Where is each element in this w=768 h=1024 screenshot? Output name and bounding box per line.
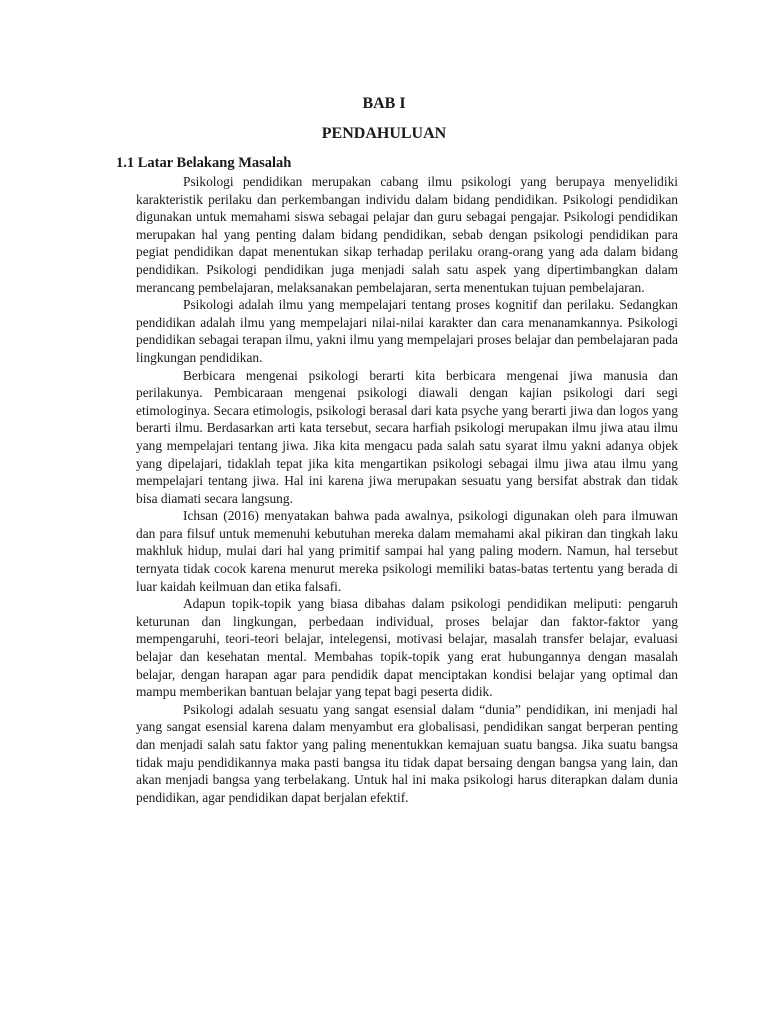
- body-text: [136, 173, 678, 806]
- section-heading: 1.1 Latar Belakang Masalah: [116, 155, 292, 171]
- paragraph-4: Ichsan (2016) menyatakan bahwa pada awalnya, psikologi digunakan oleh para ilmuwan dan para filsuf untuk memenuhi kebutuhan mereka dalam memahami akal pikiran dan tingkah laku makhluk hidup, mulai dari hal yang primitif sampai hal yang paling modern. Namun, hal tersebut ternyata tidak cocok karena menurut mereka psikologi memiliki batas-batas tertentu yang berada di luar kaidah keilmuan dan etika falsafi.: [136, 508, 678, 594]
- chapter-number: BAB I: [362, 95, 406, 112]
- paragraph-1: Psikologi pendidikan merupakan cabang ilmu psikologi yang berupaya menyelidiki karakteristik perilaku dan perkembangan individu dalam bidang pendidikan. Psikologi pendidikan digunakan untuk memahami siswa sebagai pelajar dan guru sebagai pengajar. Psikologi pendidikan merupakan hal yang penting dalam bidang pendidikan, sebab dengan psikologi pendidikan para pegiat pendidikan dapat menentukan sikap terhadap perilaku orang-orang yang ada dalam bidang pendidikan. Psikologi pendidikan juga menjadi salah satu aspek yang dipertimbangkan dalam merancang pembelajaran, melaksanakan pembelajaran, serta menentukan tujuan pembelajaran.: [136, 174, 678, 295]
- paragraph-6: Psikologi adalah sesuatu yang sangat esensial dalam “dunia” pendidikan, ini menjadi hal yang sangat esensial karena dalam menyambut era globalisasi, pendidikan sangat berperan penting dan menjadi salah satu faktor yang paling menentukkan kemajuan suatu bangsa. Jika suatu bangsa tidak maju pendidikannya maka pasti bangsa itu tidak dapat bersaing dengan bangsa yang lain, dan akan menjadi bangsa yang terbelakang. Untuk hal ini maka psikologi harus diterapkan dalam dunia pendidikan, agar pendidikan dapat berjalan efektif.: [136, 701, 678, 805]
- chapter-title: PENDAHULUAN: [321, 125, 447, 142]
- paragraph-3: Berbicara mengenai psikologi berarti kita berbicara mengenai jiwa manusia dan perilakunya. Pembicaraan mengenai psikologi diawali dengan kajian psikologi dari segi etimologinya. Secara etimologis, psikologi berasal dari kata psyche yang berarti jiwa dan logos yang berarti ilmu. Berdasarkan arti kata tersebut, secara harfiah psikologi merupakan ilmu jiwa atau ilmu yang mempelajari tentang jiwa. Jika kita mengacu pada salah satu syarat ilmu yakni adanya objek yang dipelajari, tidaklah tepat jika kita mengartikan psikologi sebagai ilmu jiwa atau ilmu yang mempelajari tentang jiwa. Hal ini karena jiwa merupakan sesuatu yang bersifat abstrak dan tidak bisa diamati secara langsung.: [136, 367, 678, 506]
- paragraph-5: Adapun topik-topik yang biasa dibahas dalam psikologi pendidikan meliputi: pengaruh keturunan dan lingkungan, perbedaan individual, proses belajar dan faktor-faktor yang mempengaruhi, teori-teori belajar, intelegensi, motivasi belajar, masalah transfer belajar, evaluasi belajar dan kesehatan mental. Membahas topik-topik yang erat hubungannya dengan masalah belajar, dengan harapan agar para pendidik dapat menciptakan kondisi belajar yang optimal dan mampu memberikan bantuan belajar yang tepat bagi peserta didik.: [136, 596, 678, 700]
- paragraph-2: Psikologi adalah ilmu yang mempelajari tentang proses kognitif dan perilaku. Sedangkan pendidikan adalah ilmu yang mempelajari nilai-nilai karakter dan cara menanamkannya. Psikologi pendidikan sebagai terapan ilmu, yakni ilmu yang mempelajari proses belajar dan pembelajaran pada lingkungan pendidikan.: [136, 297, 678, 365]
